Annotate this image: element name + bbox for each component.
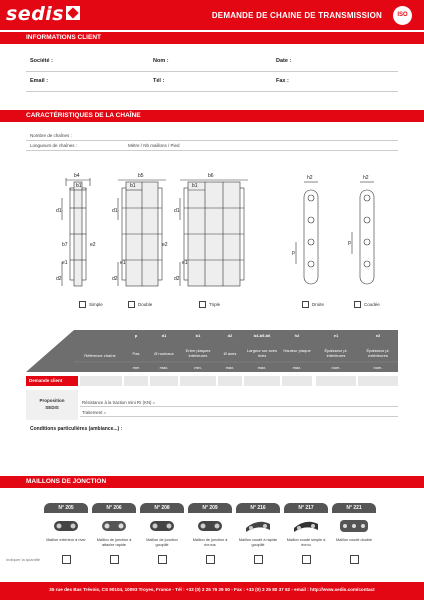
label-d2-triple: d2: [174, 276, 180, 282]
th-h2-unit: max.: [292, 365, 302, 370]
label-h2-cranked: h2: [363, 175, 369, 181]
demande-client-label: Demande client: [29, 378, 63, 383]
maillon-205-label: Maillon extérieur à river: [46, 538, 86, 542]
th-d2: d2: [227, 333, 233, 338]
section-maillons-title: MAILLONS DE JONCTION: [26, 478, 107, 485]
page-header: [0, 0, 424, 30]
maillon-217-label: Maillon coudé simple à écrou: [286, 538, 326, 547]
th-e2: e2: [375, 333, 381, 338]
th-e1-sub: Épaisseur pl. intérieures: [324, 348, 348, 358]
section-chain-bar: [0, 110, 424, 122]
triple-chain-diagram: [180, 180, 248, 286]
logo-diamond-icon: [66, 6, 80, 20]
maillon-217-code: N° 217: [284, 503, 328, 513]
label-b1-triple: b1: [192, 183, 198, 189]
label-d1-double: d1: [112, 208, 118, 214]
label-b1-simple: b1: [76, 183, 82, 189]
client-row-1: [26, 54, 398, 72]
link-209-icon: [194, 516, 226, 536]
footer-address: 35 rue des Bas Trévois, CS 90104, 10093 Troyes, France - Tél : +33 (0) 3 25 76 29 50 - Fax : +33 (0) 3 25 80 37 62 - email : http://www.sedis.com/contact: [49, 587, 375, 592]
traitement-label: Traitement =: [82, 410, 107, 415]
cranked-side-view: [352, 182, 374, 284]
label-b6: b6: [208, 173, 214, 179]
coudee-label: Coudée: [364, 302, 380, 307]
section-maillons-bar: [0, 476, 424, 488]
label-d2-double: d2: [112, 276, 118, 282]
label-e1-double: e1: [120, 260, 126, 266]
section-client-bar: [0, 32, 424, 44]
link-206-icon: [98, 516, 130, 536]
label-p-straight: p: [292, 250, 295, 256]
maillon-216-code: N° 216: [236, 503, 280, 513]
straight-side-view: [296, 182, 318, 284]
simple-label: Simple: [89, 302, 103, 307]
droite-checkbox[interactable]: [302, 301, 309, 308]
maillon-206-label: Maillon de jonction à attache rapide: [96, 538, 132, 547]
label-b7: b7: [62, 242, 68, 248]
th-e1: e1: [333, 333, 339, 338]
conditions-label: Conditions particulières (ambiance...) :: [30, 426, 123, 432]
maillon-209: [188, 503, 232, 573]
th-p-unit: mm: [132, 365, 140, 370]
input-d2[interactable]: [218, 376, 242, 386]
date-label: Date :: [276, 58, 292, 64]
label-e1-triple: e1: [182, 260, 188, 266]
coudee-checkbox[interactable]: [354, 301, 361, 308]
th-h2-sub: Hauteur plaque: [283, 348, 311, 353]
input-p[interactable]: [124, 376, 148, 386]
maillon-208-qty[interactable]: [158, 555, 167, 564]
input-b1[interactable]: [180, 376, 216, 386]
label-d2-simple: d2: [56, 276, 62, 282]
link-217-icon: [290, 516, 322, 536]
tel-label: Tél :: [153, 78, 165, 84]
label-d1-triple: d1: [174, 208, 180, 214]
proposition-label: Proposition: [39, 398, 65, 403]
th-p: p: [134, 333, 138, 338]
maillon-221: [332, 503, 376, 573]
label-e2-simple: e2: [90, 242, 96, 248]
maillon-209-label: Maillon de jonction à écrous: [192, 538, 228, 547]
fax-label: Fax :: [276, 78, 289, 84]
th-d1-unit: max.: [159, 365, 169, 370]
input-reference[interactable]: [80, 376, 122, 386]
th-d2-sub: Ø axes: [223, 351, 237, 356]
simple-chain-diagram: [62, 178, 90, 286]
demande-client-cell: [26, 376, 78, 386]
traitement-line[interactable]: [80, 408, 398, 417]
droite-label: Droite: [312, 302, 325, 307]
th-d1-sub: Ø rouleaux: [154, 351, 174, 356]
th-b456-unit: max.: [257, 365, 267, 370]
triple-label: Triple: [209, 302, 221, 307]
link-216-icon: [242, 516, 274, 536]
maillon-208: [140, 503, 184, 573]
label-d1-simple: d1: [56, 208, 62, 214]
maillon-217-qty[interactable]: [302, 555, 311, 564]
maillon-209-qty[interactable]: [206, 555, 215, 564]
email-label: Email :: [30, 78, 49, 84]
label-p-cranked: p: [348, 240, 351, 246]
th-d1: d1: [161, 333, 167, 338]
maillon-221-label: Maillon coudé double: [336, 538, 372, 542]
input-e2[interactable]: [358, 376, 398, 386]
longueur-label: Longueurs de chaînes :: [30, 143, 78, 148]
label-e1-simple: e1: [62, 260, 68, 266]
th-b1-sub: Entre plaques intérieures: [185, 348, 211, 358]
chain-diagrams: [26, 168, 398, 298]
section-chain-title: CARACTÉRISTIQUES DE LA CHAÎNE: [26, 112, 141, 119]
maillon-217: [284, 503, 328, 573]
maillon-205: [44, 503, 88, 573]
client-row-2: [26, 74, 398, 92]
th-e1-unit: nom.: [331, 365, 341, 370]
page-title: DEMANDE DE CHAINE DE TRANSMISSION: [211, 11, 382, 20]
maillon-205-code: N° 205: [44, 503, 88, 513]
th-e2-unit: nom.: [373, 365, 383, 370]
simple-checkbox[interactable]: [79, 301, 86, 308]
input-d1[interactable]: [150, 376, 178, 386]
th-b1-unit: min.: [194, 365, 202, 370]
longueur-units: Mètre / Nb maillons / Pied: [128, 143, 180, 148]
resistance-label: Résistance à la traction mini Rr (KN) =: [82, 400, 156, 405]
double-checkbox[interactable]: [128, 301, 135, 308]
label-b4: b4: [74, 173, 80, 179]
resistance-line[interactable]: [80, 398, 398, 407]
label-b1-double: b1: [130, 183, 136, 189]
maillon-209-code: N° 209: [188, 503, 232, 513]
maillon-216-qty[interactable]: [254, 555, 263, 564]
maillon-221-qty[interactable]: [350, 555, 359, 564]
link-221-icon: [338, 516, 370, 536]
th-b456: b4-b5-b6: [253, 333, 271, 338]
qty-instruction: Indiquer la quantité: [6, 557, 41, 562]
input-e1[interactable]: [316, 376, 356, 386]
label-e2-double: e2: [162, 242, 168, 248]
maillon-221-code: N° 221: [332, 503, 376, 513]
th-b1: b1: [195, 333, 201, 338]
maillon-216-label: Maillon coudé à rapide goupillé: [238, 538, 278, 547]
th-p-sub: Pas: [132, 351, 140, 356]
maillon-208-label: Maillon de jonction goupillé: [146, 538, 178, 547]
input-b456[interactable]: [244, 376, 280, 386]
maillon-205-qty[interactable]: [62, 555, 71, 564]
section-client-title: INFORMATIONS CLIENT: [26, 34, 101, 41]
th-h2: h2: [294, 333, 300, 338]
maillon-216: [236, 503, 280, 573]
th-d2-unit: max.: [225, 365, 235, 370]
th-reference: Référence chaîne: [84, 353, 116, 358]
proposition-cell: [26, 390, 78, 420]
input-h2[interactable]: [282, 376, 312, 386]
sedis-logo: sedis: [6, 3, 65, 25]
triple-checkbox[interactable]: [199, 301, 206, 308]
double-label: Double: [138, 302, 153, 307]
double-chain-diagram: [118, 180, 166, 286]
th-e2-sub: Épaisseur pl. extérieures: [366, 348, 390, 358]
th-b456-sub: Largeur sur axes rivés: [246, 348, 277, 358]
page-footer: [0, 582, 424, 600]
nom-label: Nom :: [153, 58, 169, 64]
maillon-208-code: N° 208: [140, 503, 184, 513]
nombre-label: Nombre de chaînes :: [30, 133, 72, 138]
maillon-206-qty[interactable]: [110, 555, 119, 564]
maillon-206: [92, 503, 136, 573]
label-b5: b5: [138, 173, 144, 179]
maillon-206-code: N° 206: [92, 503, 136, 513]
label-h2-straight: h2: [307, 175, 313, 181]
sedis-label: SEDIS: [45, 405, 59, 410]
iso-badge-icon: ISO: [393, 6, 412, 25]
link-208-icon: [146, 516, 178, 536]
societe-label: Société :: [30, 58, 53, 64]
link-205-icon: [50, 516, 82, 536]
